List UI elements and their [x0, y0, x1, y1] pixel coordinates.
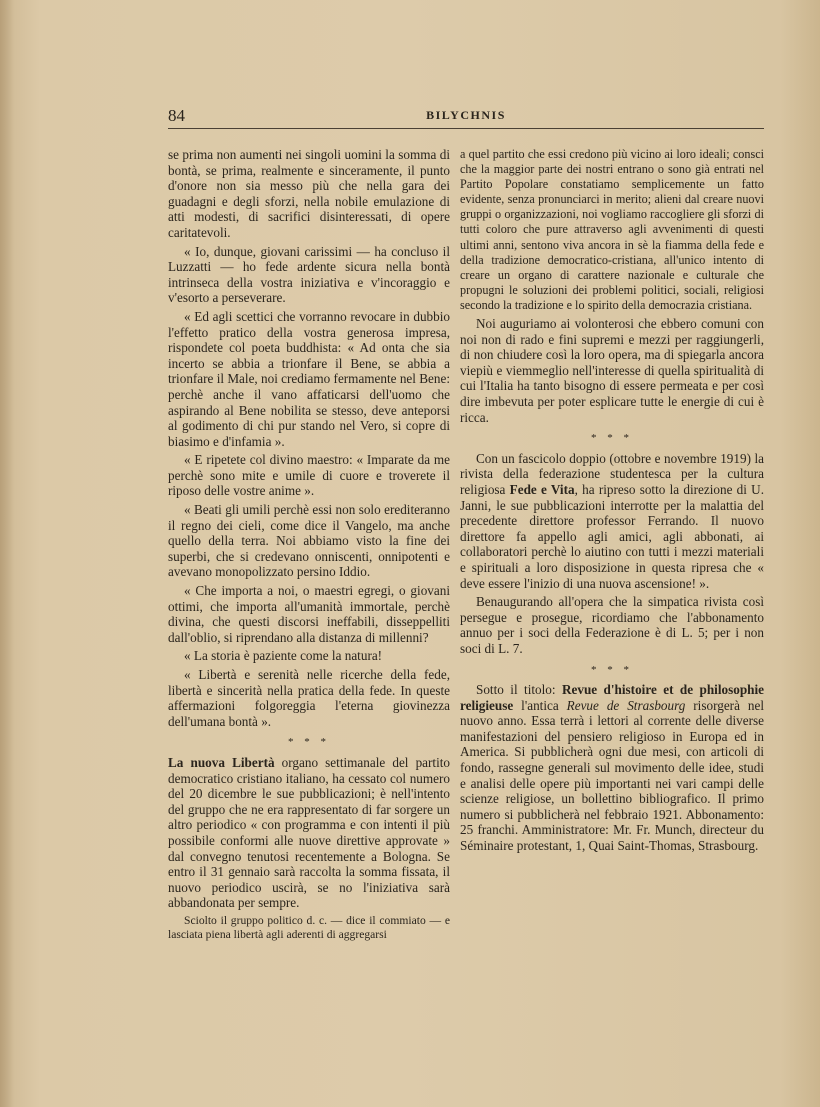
paragraph: Noi auguriamo ai volonterosi che ebbero comuni con noi non di rado e fini supremi e mezzi per raggiungerli, di non chiudere così la loro opera, ma di spiegarla ancora viepiù e viemmeglio nell'interesse di quella spiritualità di cui l'Italia ha tanto bisogno di essere permeata e per così dire imbevuta per poter esplicare tutte le energie di cui è ricca. — [460, 316, 764, 425]
journal-title: BILYCHNIS — [426, 108, 506, 122]
paragraph: « Che importa a noi, o maestri egregi, o giovani ottimi, che importa all'umanità immortale, perchè divina, che questi discorsi ineffabili, disseppelliti dall'oblio, si riprendano alla distanza di millenni? — [168, 583, 450, 645]
paragraph — [168, 755, 450, 911]
periodical-title: Fede e Vita — [509, 481, 575, 497]
paragraph: « La storia è paziente come la natura! — [184, 648, 383, 664]
periodical-title: Revue de Strasbourg — [566, 697, 686, 713]
paragraph: « E ripetete col divino maestro: « Imparate da me perchè sono mite e umile di cuore e troverete il riposo delle vostre anime ». — [168, 452, 450, 499]
periodical-title: Revue d'histoire et de philosophie religieuse — [460, 682, 765, 713]
paragraph: « Io, dunque, giovani carissimi — ha concluso il Luzzatti — ho fede ardente sicura nella bontà intrinseca della vostra iniziativa e v'incoraggio e v'esorto a perseverare. — [168, 243, 450, 306]
paragraph-text: , ha ripreso sotto la direzione di U. Janni, le sue pubblicazioni interrotte per la malattia del precedente direttore professor Ferrando. Il nuovo direttore fa appello agli amici, agli abbonati, ai collaboratori perchè lo aiutino con tutti i mezzi materiali e spirituali a loro disposizione in questa ripresa che « deve essere l'inizio di una nuova ascensione! ». — [460, 481, 764, 591]
paragraph: a quel partito che essi credono più vicino ai loro ideali; consci che la maggior parte dei nostri entrano o sono già entrati nel Partito Popolare constatiamo semplicemente un fatto evidente, senza pronunciarci in merito; alieni dal creare nuovi gruppi o organizzazioni, noi vogliamo raccogliere gli sforzi di tutti coloro che pure attraverso agli avvenimenti di questi ultimi anni, sentono viva ancora in sè la fiamma della fede e della tradizione democratico-cristiana, all'unico intento di creare un organo di carattere nazionale e culturale che propugni le soluzioni dei problemi politici, sociali, religiosi secondo la tradizione e lo spirito della democrazia cristiana. — [460, 147, 764, 312]
paragraph: Sciolto il gruppo politico d. c. — dice il commiato — e lasciata piena libertà agli aderenti di aggregarsi — [168, 913, 450, 942]
paragraph-text: organo settimanale del partito democratico cristiano italiano, ha cessato col numero del 20 dicembre le sue pubblicazioni; è nell'intento del gruppo che ne era rappresentato di far sorgere un altro periodico « con programma e con intenti il più possibile conformi alle nuove direttive approvate » dal convegno tenutosi recentemente a Bologna. Se entro il 31 gennaio sarà raccolta la somma fissata, il nuovo periodico uscirà, se no l'iniziativa sarà abbandonata per sempre. — [168, 754, 450, 911]
paragraph: « Beati gli umili perchè essi non solo erediteranno il regno dei cieli, come dice il Vangelo, ma anche quello della terra. Noi abbiamo visto la fine dei superbi, che si credevano onniscenti, onnipotenti e avevano monopolizzato persino Iddio. — [168, 502, 450, 580]
section-separator: * * * — [288, 736, 330, 749]
paragraph — [460, 451, 764, 591]
periodical-title: La nuova Libertà — [168, 754, 275, 770]
paragraph-text: risorgerà nel nuovo anno. Essa terrà i lettori al corrente delle diverse manifestazioni del pensiero religioso in Europa ed in America. Si pubblicherà ogni due mesi, con articoli di fondo, rassegne generali sul movimento delle idee, studi e analisi delle opere più importanti nei vari campi delle scienze religiose, un bollettino bibliografico. Il primo numero si pubblicherà nel febbraio 1921. Abbonamento: 25 franchi. Amministratore: Mr. Fr. Munch, directeur du Séminaire protestant, 1, Quai Saint-Thomas, Strasbourg. — [460, 697, 764, 854]
paragraph-text: Sotto il titolo: — [476, 682, 562, 698]
right-column — [460, 147, 764, 857]
section-separator: * * * — [591, 663, 633, 676]
paragraph: « Libertà e serenità nelle ricerche della fede, libertà e sincerità nella pratica della fede. In queste affermazioni folgoreggia l'eterna giovinezza dell'umana bontà ». — [168, 667, 450, 729]
paragraph-text: Con un fascicolo doppio (ottobre e novembre 1919) la rivista della federazione studentesca per la cultura religiosa — [460, 450, 764, 497]
left-column — [168, 147, 450, 946]
paragraph — [460, 682, 764, 854]
paragraph-text: l'antica — [513, 697, 567, 713]
section-separator: * * * — [591, 432, 633, 445]
page-header — [168, 104, 764, 129]
paragraph: se prima non aumenti nei singoli uomini la somma di bontà, se prima, realmente e sinceramente, il punto d'onore non sia messo più che nella gara dei guadagni e degli sforzi, nella nobile emulazione di atti modesti, di sacrifici disinteressati, di opere caritatevoli. — [168, 147, 450, 240]
page-number: 84 — [168, 106, 185, 125]
paragraph: « Ed agli scettici che vorranno revocare in dubbio l'effetto pratico della vostra generosa impresa, rispondete col poeta buddhista: « Ad onta che sia incerto se abbia a trionfare il Bene, se abbia a trionfare il Male, noi crediamo fermamente nel Bene: perchè anche il vano affaticarsi dell'uomo che aspirando al Bene nobilita se stesso, deve anteporsi al godimento di chi pur stando nel Vero, si copre di biasimo e d'infamia ». — [168, 308, 450, 449]
page-left-edge — [0, 0, 14, 1107]
paragraph: Benaugurando all'opera che la simpatica rivista così persegue e prosegue, ricordiamo che l'abbonamento annuo per i soci della Federazione è di L. 5; per i non soci di L. 7. — [460, 594, 764, 656]
